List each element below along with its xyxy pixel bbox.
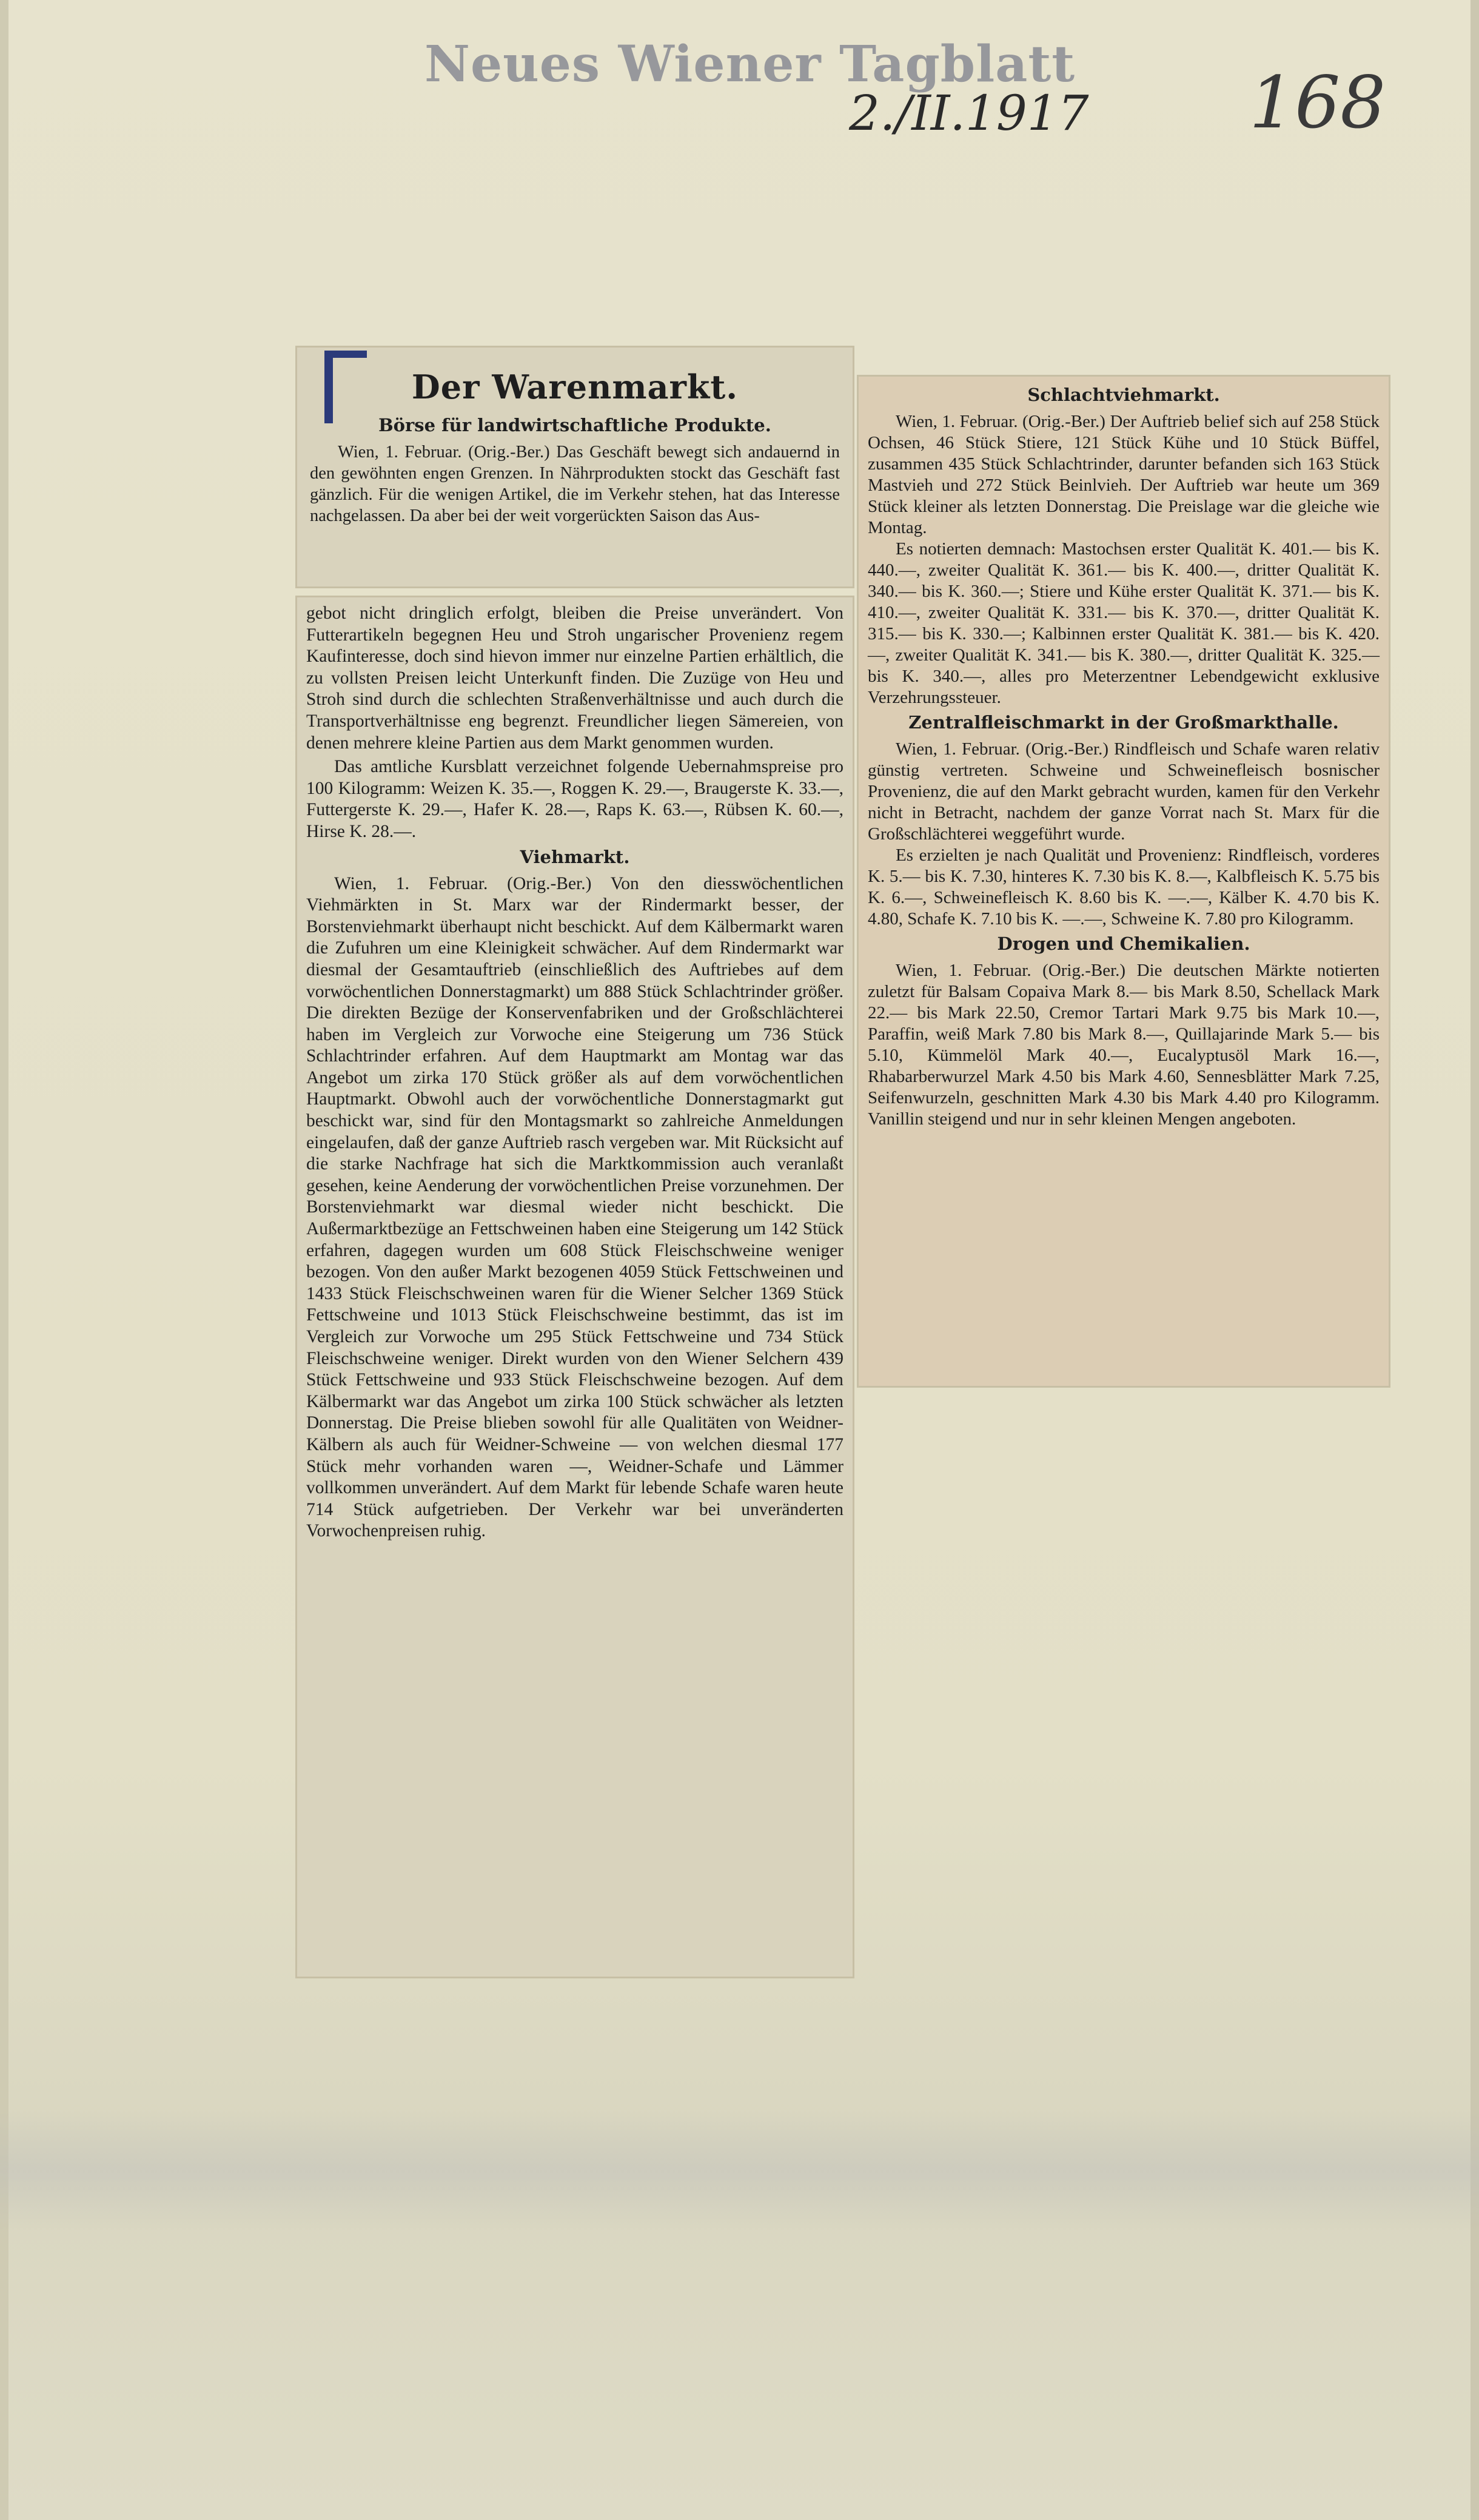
blue-pencil-bracket — [324, 351, 367, 423]
clipping-left-column — [295, 596, 854, 1978]
viehmarkt-heading: Viehmarkt. — [520, 846, 630, 867]
viehmarkt-paragraph: Wien, 1. Februar. (Orig.-Ber.) Von den diesswöchentlichen Viehmärkten in St. Marx war der Rindermarkt besser, der Borstenviehmarkt überhaupt nicht beschickt. Auf dem Kälbermarkt waren die Zufuhren um eine Kleinigkeit schwächer. Auf dem Rindermarkt war diesmal der Gesamtauftrieb (einschließlich des Auftriebes auf dem vorwöchentlichen Donnerstagmarkt) um 888 Stück Schlachtrinder größer. Die direkten Bezüge der Konservenfabriken und der Großschlächterei haben im Vergleich zur Vorwoche eine Steigerung um 736 Stück Schlachtrinder erfahren. Auf dem Hauptmarkt am Montag war das Angebot um zirka 170 Stück größer als auf dem vorwöchentlichen Hauptmarkt. Obwohl auch der vorwöchentliche Donnerstagmarkt gut beschickt war, sind für den Montagsmarkt so zahlreiche Anmeldungen eingelaufen, daß der ganze Auftrieb rasch vergeben war. Mit Rücksicht auf die starke Nachfrage hat sich die Marktkommission auch veranlaßt gesehen, keine Aenderung der vorwöchentlichen Preise vorzunehmen. Der Borstenviehmarkt war diesmal wieder nicht beschickt. Die Außermarktbezüge an Fettschweinen haben eine Steigerung um 142 Stück erfahren, dagegen wurden um 608 Stück Fleischschweine weniger bezogen. Von den außer Markt bezogenen 4059 Stück Fettschweinen und 1433 Stück Fleischschweinen waren für die Wiener Selcher 1369 Stück Fettschweine und 1013 Stück Fleischschweine bestimmt, das ist im Vergleich zur Vorwoche um 295 Stück Fettschweine und 734 Stück Fleischschweine weniger. Direkt wurden von den Wiener Selchern 439 Stück Fettschweine und 933 Stück Fleischschweine bezogen. Auf dem Kälbermarkt war das Angebot um zirka 100 Stück schwächer als letzten Donnerstag. Die Preise blieben sowohl für alle Qualitäten von Weidner-Kälbern als auch für Weidner-Schweine — von welchen diesmal 177 Stück mehr vorhanden waren —, Weidner-Schafe und Lämmer vollkommen unverändert. Auf dem Markt für lebende Schafe waren heute 714 Stück aufgetrieben. Der Verkehr war bei unveränderten Vorwochenpreisen ruhig. — [306, 873, 843, 1541]
zentral-paragraph-1: Wien, 1. Februar. (Orig.-Ber.) Rindfleisch und Schafe waren relativ günstig vertreten. Schweine und Schweinefleisch bosnischer Provenienz, die auf den Markt gebracht wurden, kamen für den Verkehr nicht in Betracht, nachdem der ganze Vorrat nach St. Marx für die Großschlächterei weggeführt wurde. — [868, 739, 1380, 844]
boerse-paragraph-1b: gebot nicht dringlich erfolgt, bleiben die Preise unverändert. Von Futterartikeln begegnen Heu und Stroh ungarischer Provenienz regem Kaufinteresse, doch sind hievon immer nur einzelne Partien erhältlich, die zu vollsten Preisen leicht Unterkunft finden. Die Zuzüge von Heu und Stroh sind durch die schlechten Straßenverhältnisse und auch durch die Transportverhältnisse eng begrenzt. Freundlicher liegen Sämereien, von denen mehrere kleine Partien aus dem Markt genommen wurden. — [306, 603, 843, 753]
newspaper-stamp: Neues Wiener Tagblatt — [424, 35, 1076, 93]
handwritten-page-number: 168 — [1249, 61, 1386, 144]
schlachtvieh-paragraph-1: Wien, 1. Februar. (Orig.-Ber.) Der Auftrieb belief sich auf 258 Stück Ochsen, 46 Stück Stiere, 121 Stück Kühe und 10 Stück Büffel, zusammen 435 Stück Schlachtrinder, darunter befanden sich 163 Stück Mastvieh und 272 Stück Beinlvieh. Der Auftrieb war heute um 369 Stück kleiner als letzten Donnerstag. Die Preislage war die gleiche wie Montag. — [868, 412, 1380, 537]
schlachtvieh-heading: Schlachtviehmarkt. — [1027, 385, 1220, 405]
handwritten-date: 2./II.1917 — [849, 85, 1089, 141]
article-title: Der Warenmarkt. — [411, 368, 739, 406]
boerse-paragraph-1a: Wien, 1. Februar. (Orig.-Ber.) Das Geschäft bewegt sich andauernd in den gewöhnten engen Grenzen. In Nährprodukten stockt das Geschäft fast gänzlich. Für die wenigen Artikel, die im Verkehr stehen, hat das Interesse nachgelassen. Da aber bei der weit vorgerückten Saison das Aus- — [310, 443, 840, 525]
clipping-top-left — [295, 346, 854, 588]
drogen-heading: Drogen und Chemikalien. — [997, 933, 1250, 954]
scan-fold-shadow — [0, 2111, 1479, 2232]
zentral-paragraph-2: Es erzielten je nach Qualität und Provenienz: Rindfleisch, vorderes K. 5.— bis K. 7.30, hinteres K. 7.30 bis K. 8.—, Kalbfleisch K. 5.75 bis K. 6.—, Schweinefleisch K. 8.60 bis K. —.—, Kälber K. 4.70 bis K. 4.80, Schafe K. 7.10 bis K. —.—, Schweine K. 7.80 pro Kilogramm. — [868, 845, 1380, 929]
drogen-paragraph: Wien, 1. Februar. (Orig.-Ber.) Die deutschen Märkte notierten zuletzt für Balsam Copaiva Mark 8.— bis Mark 8.50, Schellack Mark 22.— bis Mark 22.50, Cremor Tartari Mark 9.75 bis Mark 10.—, Paraffin, weiß Mark 7.80 bis Mark 8.—, Quillajarinde Mark 5.— bis 5.10, Kümmelöl Mark 40.—, Eucalyptusöl Mark 16.—, Rhabarberwurzel Mark 4.50 bis Mark 4.60, Sennesblätter Mark 7.25, Seifenwurzeln, geschnitten Mark 4.30 bis Mark 4.40 pro Kilogramm. Vanillin steigend und nur in sehr kleinen Mengen angeboten. — [868, 961, 1380, 1129]
schlachtvieh-paragraph-2: Es notierten demnach: Mastochsen erster Qualität K. 401.— bis K. 440.—, zweiter Qualität K. 361.— bis K. 400.—, dritter Qualität K. 340.— bis K. 360.—; Stiere und Kühe erster Qualität K. 371.— bis K. 410.—, zweiter Qualität K. 331.— bis K. 370.—, dritter Qualität K. 315.— bis K. 330.—; Kalbinnen erster Qualität K. 381.— bis K. 420.—, zweiter Qualität K. 341.— bis K. 380.—, dritter Qualität K. 325.— bis K. 340.—, alles pro Meterzentner Lebendgewicht exklusive Verzehrungssteuer. — [868, 539, 1380, 707]
zentral-heading: Zentralfleischmarkt in der Großmarkthalle. — [908, 712, 1339, 733]
clipping-right-column — [857, 375, 1390, 1388]
boerse-paragraph-2: Das amtliche Kursblatt verzeichnet folgende Uebernahmspreise pro 100 Kilogramm: Weizen K. 35.—, Roggen K. 29.—, Braugerste K. 33.—, Futtergerste K. 29.—, Hafer K. 28.—, Raps K. 63.—, Rübsen K. 60.—, Hirse K. 28.—. — [306, 757, 843, 841]
boerse-heading: Börse für landwirtschaftliche Produkte. — [378, 415, 771, 435]
